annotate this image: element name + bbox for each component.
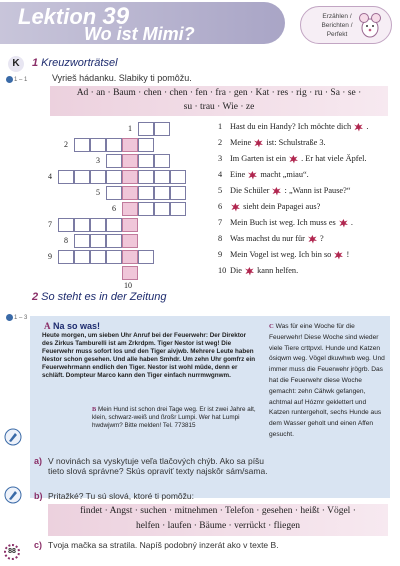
crossword-cell[interactable] <box>122 250 138 264</box>
lesson-number: 39 <box>102 3 130 30</box>
crossword-cell[interactable] <box>138 186 154 200</box>
badge-line-2: Berichten / <box>321 22 353 29</box>
crossword-cell[interactable] <box>90 138 106 152</box>
clue-text-after: ist: Schulstraße 3. <box>264 138 326 147</box>
crossword-cell[interactable] <box>106 154 122 168</box>
clue-number: 3 <box>218 154 223 163</box>
syllables-line-2: su · trau · Wie · ze <box>183 102 255 112</box>
article-b-letter: B <box>92 406 97 413</box>
pencil-task-icon <box>4 486 22 504</box>
helper-words-line-1: findet · Angst · suchen · mitnehmen · Telefon · gesehen · heißt · Vögel · <box>80 506 356 516</box>
article-c-text: Was für eine Woche für die Feuerwehr! Diese Woche sind wieder viele Tiere crttpvxl. Hunde und Katzen ösiqwm weg. Vögel dkuwhwb weg. Und immer muss die Feuerwehr jrögrb. Das hat die Feuerwehr diese Woche gemacht: zehn Cähwk gefangen, achtmal auf Hózmr geklettert und Katzen runtergeholt, sechs Hunde aus dem Wasser geholt und einen Affen gesucht. <box>269 323 385 438</box>
clue-number: 6 <box>218 202 223 211</box>
crossword-cell[interactable] <box>154 154 170 168</box>
crossword-cell[interactable] <box>138 122 154 136</box>
clue-text-after: kann helfen. <box>255 266 299 275</box>
crossword-cell[interactable] <box>74 234 90 248</box>
crossword-clue <box>218 250 349 260</box>
clue-text-before: Mein Buch ist weg. Ich muss es <box>230 218 338 227</box>
crossword-cell[interactable] <box>154 122 170 136</box>
article-c-letter: C <box>269 323 274 330</box>
article-b <box>88 404 264 452</box>
clue-text-before: Meine <box>230 138 254 147</box>
clue-text-after: . <box>364 122 369 131</box>
clue-text-before: Hast du ein Handy? Ich möchte dich <box>230 122 354 131</box>
crossword-cell[interactable] <box>122 186 138 200</box>
crossword-cell[interactable] <box>138 170 154 184</box>
crossword-cell[interactable] <box>74 250 90 264</box>
crossword-clue <box>218 154 367 164</box>
crossword-cell[interactable] <box>122 154 138 168</box>
crossword-cell[interactable] <box>138 202 154 216</box>
crossword-row-number: 4 <box>48 172 52 181</box>
crossword-cell[interactable] <box>154 170 170 184</box>
article-b-body <box>92 406 264 429</box>
clue-number: 5 <box>218 186 223 195</box>
article-a-letter: A <box>44 321 51 331</box>
crossword-cell[interactable] <box>122 202 138 216</box>
crossword-cell[interactable] <box>90 218 106 232</box>
clue-number: 8 <box>218 234 223 243</box>
task-c-text: Tvoja mačka sa stratila. Napíš podobný inzerát ako v texte B. <box>48 540 279 550</box>
cd-icon <box>6 314 13 321</box>
crossword-row-number: 7 <box>48 220 52 229</box>
crossword-clue <box>218 122 368 132</box>
crossword-clue <box>218 266 298 276</box>
crossword-row-number: 6 <box>112 204 116 213</box>
crossword-cell[interactable] <box>90 250 106 264</box>
ink-blot-icon <box>333 250 344 260</box>
clue-number: 9 <box>218 250 223 259</box>
clue-number: 10 <box>218 266 227 275</box>
article-c-body <box>269 322 387 441</box>
crossword-cell[interactable] <box>122 138 138 152</box>
crossword-cell[interactable] <box>74 218 90 232</box>
crossword-cell[interactable] <box>122 266 138 280</box>
crossword-row-number: 8 <box>64 236 68 245</box>
ink-blot-icon <box>271 186 282 196</box>
topic-badge <box>300 6 392 44</box>
article-c <box>264 320 390 498</box>
article-a-body: Heute morgen, um sieben Uhr Anruf bei der Feuerwehr: Der Direktor des Zirkus Tamburelli ist am Zrkrdpm. Tiger Nestor ist weg! Die Feuerwehr muss sofort los und den Tiger aivjwb. Mehrere Leute haben Nestor schon gesehen. Und alle haben Smhdr. Um zehn Uhr gomfrz ein Feuerwehrmann endlich den Tiger. Nestor ist wohl müde, denn er schläft. Dompteur Marco kann den Tiger einfach nurrmwgnwm. <box>42 332 256 379</box>
crossword-cell[interactable] <box>90 170 106 184</box>
crossword-cell[interactable] <box>170 202 186 216</box>
crossword-cell[interactable] <box>90 234 106 248</box>
cd-track-1: 1 – 1 <box>6 76 27 83</box>
clue-number: 4 <box>218 170 223 179</box>
ink-blot-icon <box>288 154 299 164</box>
crossword-row-number: 9 <box>48 252 52 261</box>
helper-words-box <box>48 504 388 536</box>
crossword-clue <box>218 202 320 212</box>
ink-blot-icon <box>253 138 264 148</box>
crossword-clue <box>218 218 353 228</box>
crossword-cell[interactable] <box>106 138 122 152</box>
crossword-cell[interactable] <box>138 154 154 168</box>
badge-line-1: Erzählen / <box>322 13 352 20</box>
ink-blot-icon <box>353 122 364 132</box>
lesson-header <box>0 0 400 52</box>
article-a-heading: Na so was! <box>53 321 101 331</box>
crossword-cell[interactable] <box>122 218 138 232</box>
section-2-title <box>32 291 166 303</box>
crossword-cell[interactable] <box>170 170 186 184</box>
pencil-task-icon <box>4 428 22 446</box>
crossword-row-number: 2 <box>64 140 68 149</box>
crossword-row-number: 1 <box>128 124 132 133</box>
crossword-row-number: 5 <box>96 188 100 197</box>
crossword-cell[interactable] <box>74 138 90 152</box>
crossword-cell[interactable] <box>154 186 170 200</box>
badge-line-3: Perfekt <box>326 31 348 38</box>
crossword-cell[interactable] <box>170 186 186 200</box>
crossword-row-number: 10 <box>124 281 132 290</box>
crossword-cell[interactable] <box>106 186 122 200</box>
section-2-heading: So steht es in der Zeitung <box>41 291 167 303</box>
crossword-cell[interactable] <box>138 138 154 152</box>
clue-text-after: ! <box>344 250 350 259</box>
ink-blot-icon <box>230 202 241 212</box>
crossword-cell[interactable] <box>122 170 138 184</box>
crossword-row-number: 3 <box>96 156 100 165</box>
article-b-text: Mein Hund ist schon drei Tage weg. Er ist zwei Jahre alt, klein, schwarz-weiß und ßroßr Lumpi. Wer hat Lumpi hwdwjwm? Bitte melden! Tel. 773815 <box>92 406 256 429</box>
clue-text-before: Was machst du nur für <box>230 234 307 243</box>
clue-number: 1 <box>218 122 223 131</box>
task-b-label: b) <box>34 491 43 501</box>
crossword-cell[interactable] <box>138 250 154 264</box>
syllable-box <box>50 86 388 116</box>
task-b-text: Pritažké? Tu sú slová, ktoré ti pomôžu: <box>48 491 194 501</box>
section-marker-k: K <box>8 56 24 72</box>
section-2-number: 2 <box>32 291 39 303</box>
cd-icon <box>6 76 13 83</box>
section-1-title <box>32 57 118 69</box>
ink-blot-icon <box>307 234 318 244</box>
crossword-clue <box>218 170 309 180</box>
article-a-title <box>44 321 100 331</box>
page-number: 88 <box>4 544 20 560</box>
clue-text-after: ? <box>317 234 324 243</box>
task-c-label: c) <box>34 540 43 550</box>
lesson-title: Wo ist Mimi? <box>84 24 195 44</box>
ink-blot-icon <box>247 170 258 180</box>
crossword-cell[interactable] <box>106 234 122 248</box>
clue-text-after: sieht dein Papagei aus? <box>241 202 321 211</box>
clue-text-before: Eine <box>230 170 248 179</box>
mouse-mascot-icon <box>357 11 383 39</box>
topic-badge-text <box>317 12 357 39</box>
crossword-cell[interactable] <box>74 170 90 184</box>
crossword-cell[interactable] <box>154 202 170 216</box>
task-a-text: V novinách sa vyskytuje veľa tlačových chýb. Ako sa píšu tieto slová správne? Skús opraviť texty najskôr sám/sama. <box>48 456 268 476</box>
crossword-clue <box>218 234 324 244</box>
section-1-number: 1 <box>32 57 39 69</box>
clue-text-after: . <box>348 218 354 227</box>
cd-track-3: 1 – 3 <box>6 314 27 321</box>
crossword-cell[interactable] <box>106 250 122 264</box>
lesson-word: Lektion <box>18 4 97 29</box>
crossword-grid <box>48 122 208 290</box>
crossword-cell[interactable] <box>58 250 74 264</box>
section-1-heading: Kreuzworträtsel <box>41 57 118 69</box>
clue-number: 7 <box>218 218 223 227</box>
clue-text-after: : „Wann ist Pause?“ <box>282 186 351 195</box>
clue-text-after: macht „miau“. <box>258 170 309 179</box>
crossword-cell[interactable] <box>58 218 74 232</box>
crossword-cell[interactable] <box>106 218 122 232</box>
clue-text-after: . Er hat viele Äpfel. <box>299 154 367 163</box>
ink-blot-icon <box>244 266 255 276</box>
article-a <box>38 320 262 404</box>
clue-text-before: Die <box>230 266 245 275</box>
crossword-cell[interactable] <box>122 234 138 248</box>
ink-blot-icon <box>338 218 349 228</box>
clue-text-before: Die Schüler <box>230 186 272 195</box>
crossword-clue <box>218 186 350 196</box>
section-1-instruction: Vyrieš hádanku. Slabiky ti pomôžu. <box>52 73 192 83</box>
task-a-label: a) <box>34 456 43 466</box>
crossword-cell[interactable] <box>106 170 122 184</box>
clue-text-before: Mein Vogel ist weg. Ich bin so <box>230 250 334 259</box>
clue-text-before: Im Garten ist ein <box>230 154 289 163</box>
crossword-clue <box>218 138 326 148</box>
helper-words-line-2: helfen · laufen · Bäume · verrückt · fliegen <box>135 521 301 531</box>
clue-number: 2 <box>218 138 223 147</box>
syllables-line-1: Ad · an · Baum · chen · chen · fen · fra · gen · Kat · res · rig · ru · Sa · se · <box>76 88 362 98</box>
crossword-cell[interactable] <box>58 170 74 184</box>
